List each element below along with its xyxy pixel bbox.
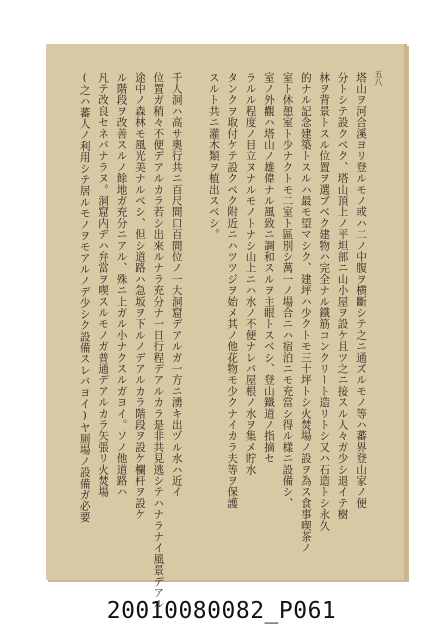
text-line: スルト共ニ灌木類ヲ植出スベシ。: [207, 72, 220, 240]
text-line: 室ト休憩室ト少ナクトモ二室ト區別シ萬一ノ場合ニハ宿泊ニモ充當シ得ル樣ニ設備シ、: [281, 72, 294, 509]
text-line: ル階段ヲ改善スルノ餘地ガ充分ニアル、殊ニ上ガル小ナクスルガヨイ。ソノ他道路ハ: [115, 72, 128, 498]
text-line: (之ハ蕃人ノ利用シテ居ルモノヲモアルノデ少シク設備スレバヨイ)ヤ厠場ノ設備ガ必要: [78, 72, 91, 523]
text-line: タンクヲ取付ケテ設クベク附近ニハツツジヲ始メ其ノ他花物モ少クナイカラ夫等ヲ保護: [226, 72, 239, 509]
text-line: 室ノ外觀ハ塔山ノ雄偉ナル風致ニ調和スルヲ主眼トスベシ、登山鐵道ノ指摘セ: [262, 72, 275, 464]
text-line: 千人洞ハ高サ奧行共ニ百尺間口百間位ノ一大洞窟デアルガ一方ニ湧キ出ヅル水ハ近イ: [170, 72, 183, 498]
text-line: 位置ガ稍々不便デアルカラ若シ出來ルナラ充分ナ一日行程デアルカラ是非共見逃シテハナラナイ風景デアル: [152, 72, 165, 610]
page-number: 五八: [374, 70, 383, 86]
archive-id-caption: 20010080082_P061: [106, 598, 337, 624]
text-line: 凡テ改良セネバナラヌ。洞窟内デハ弁當ヲ喫スルモノガ普通デアルカラ矢張リ火焚場: [97, 72, 110, 498]
text-line: 的ナル記念建築トスルハ最モ望マシク、建坪ハ少クトモ三十坪トシ火焚場ノ設ヲ為ス食事喫茶ノ: [299, 72, 312, 554]
text-line: 分トシテ設クベク、塔山頂上ノ平坦部ニ山小屋ヲ設ケ且ツ之ニ接スル人々ガ少シ退イテ樹: [336, 72, 349, 520]
book-page: [46, 44, 407, 610]
text-line: 塔山ヲ河合溪ヨリ登ルモノ或ハ二ノ中腹ヲ横斷シテ之ニ通ズルモノ等ハ蕃界登山家ノ便: [355, 72, 367, 509]
text-line: 林ヲ背景トスル位置ヲ選ブベク建物ハ完全ナル鐵筋コンクリート造リトシ又ハ石造トシ永久: [318, 72, 331, 532]
text-line: 途中ノ森林モ風光美ナルベシ、但シ道路ハ急坂ヲ下ルノデアルカラ階段ヲ設ケ欄杆ヲ設ケ: [133, 72, 146, 520]
text-line: ラルル程度ノ目立ヌナルモノトナシ山上ニハ水ノ不便ナレバ屋根ノ水ヲ集メ貯水: [244, 72, 257, 476]
vertical-text-block: [75, 72, 370, 610]
